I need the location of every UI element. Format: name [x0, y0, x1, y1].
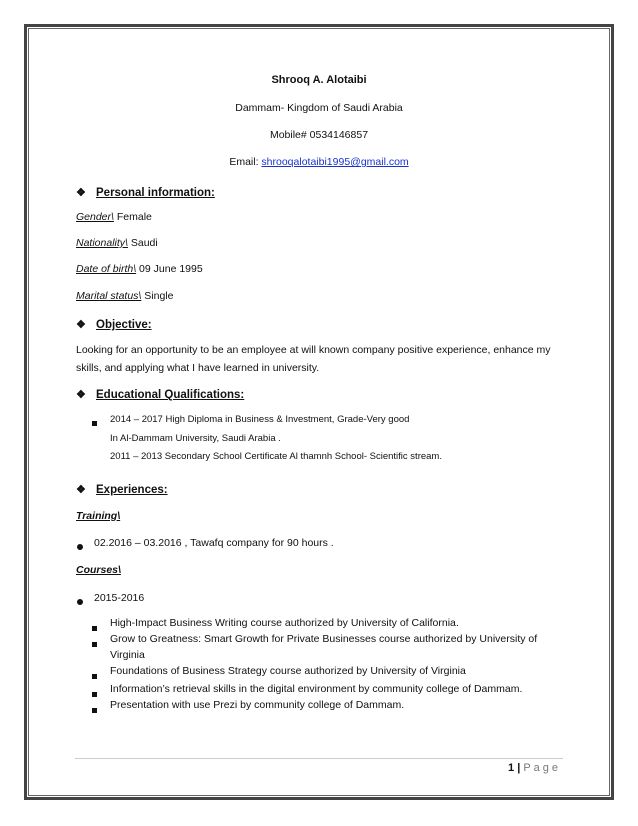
- training-label: Training\: [76, 510, 121, 522]
- objective-line-1: Looking for an opportunity to be an employee at will known company positive experience, enhance my: [76, 344, 551, 356]
- dot-bullet-icon: [77, 596, 83, 608]
- square-bullet-icon: [92, 417, 97, 429]
- applicant-email-line: [0, 156, 638, 168]
- course-item-5: Presentation with use Prezi by community college of Dammam.: [110, 699, 405, 711]
- diamond-bullet-icon: ❖: [76, 319, 86, 331]
- section-educational-qualifications: [76, 388, 244, 401]
- dot-bullet-icon: [77, 541, 83, 553]
- page-word: Page: [523, 762, 562, 774]
- section-heading: Experiences:: [96, 484, 168, 496]
- page-number: 1: [508, 762, 515, 774]
- training-item: 02.2016 – 03.2016 , Tawafq company for 90 hours .: [94, 537, 334, 549]
- nationality-value: Saudi: [127, 237, 158, 249]
- gender-value: Female: [113, 211, 152, 223]
- dob-row: [76, 263, 203, 275]
- dob-label: Date of birth\: [76, 263, 137, 275]
- email-link[interactable]: shrooqalotaibi1995@gmail.com: [261, 156, 409, 168]
- section-objective: [76, 318, 152, 331]
- page-separator: |: [517, 762, 521, 774]
- course-item-1: High-Impact Business Writing course authorized by University of California.: [110, 617, 459, 629]
- course-item-4: Information’s retrieval skills in the digital environment by community college of Dammam.: [110, 683, 523, 695]
- marital-label: Marital status\: [76, 290, 142, 302]
- footer-rule: [75, 758, 563, 759]
- page-number-footer: [508, 762, 561, 774]
- course-item-2: Grow to Greatness: Smart Growth for Private Businesses course authorized by University of: [110, 633, 538, 645]
- square-bullet-icon: [92, 622, 97, 634]
- section-heading: Objective:: [96, 319, 152, 331]
- education-line-1: 2014 – 2017 High Diploma in Business & Investment, Grade-Very good: [110, 414, 410, 425]
- course-item-3: Foundations of Business Strategy course authorized by University of Virginia: [110, 665, 466, 677]
- course-item-2-cont: Virginia: [110, 649, 145, 661]
- square-bullet-icon: [92, 704, 97, 716]
- courses-year: 2015-2016: [94, 592, 145, 604]
- applicant-mobile: Mobile# 0534146857: [269, 129, 369, 141]
- square-bullet-icon: [92, 638, 97, 650]
- nationality-row: [76, 237, 158, 249]
- section-experiences: [76, 483, 168, 496]
- applicant-location: Dammam- Kingdom of Saudi Arabia: [235, 102, 403, 114]
- gender-row: [76, 211, 152, 223]
- square-bullet-icon: [92, 670, 97, 682]
- courses-label: Courses\: [76, 564, 121, 576]
- diamond-bullet-icon: ❖: [76, 484, 86, 496]
- applicant-name: Shrooq A. Alotaibi: [271, 74, 367, 86]
- marital-value: Single: [141, 290, 174, 302]
- section-heading: Educational Qualifications:: [96, 389, 245, 401]
- page-border-inner: [28, 28, 610, 796]
- marital-row: [76, 290, 173, 302]
- section-heading: Personal information:: [96, 187, 215, 199]
- diamond-bullet-icon: ❖: [76, 389, 86, 401]
- objective-line-2: skills, and applying what I have learned in university.: [76, 362, 320, 374]
- section-personal-information: [76, 186, 215, 199]
- education-line-3: 2011 – 2013 Secondary School Certificate Al thamnh School- Scientific stream.: [110, 451, 442, 462]
- dob-value: 09 June 1995: [136, 263, 203, 275]
- email-label: Email:: [229, 156, 262, 168]
- diamond-bullet-icon: ❖: [76, 187, 86, 199]
- square-bullet-icon: [92, 688, 97, 700]
- education-line-2: In Al-Dammam University, Saudi Arabia .: [110, 433, 281, 444]
- gender-label: Gender\: [76, 211, 114, 223]
- nationality-label: Nationality\: [76, 237, 128, 249]
